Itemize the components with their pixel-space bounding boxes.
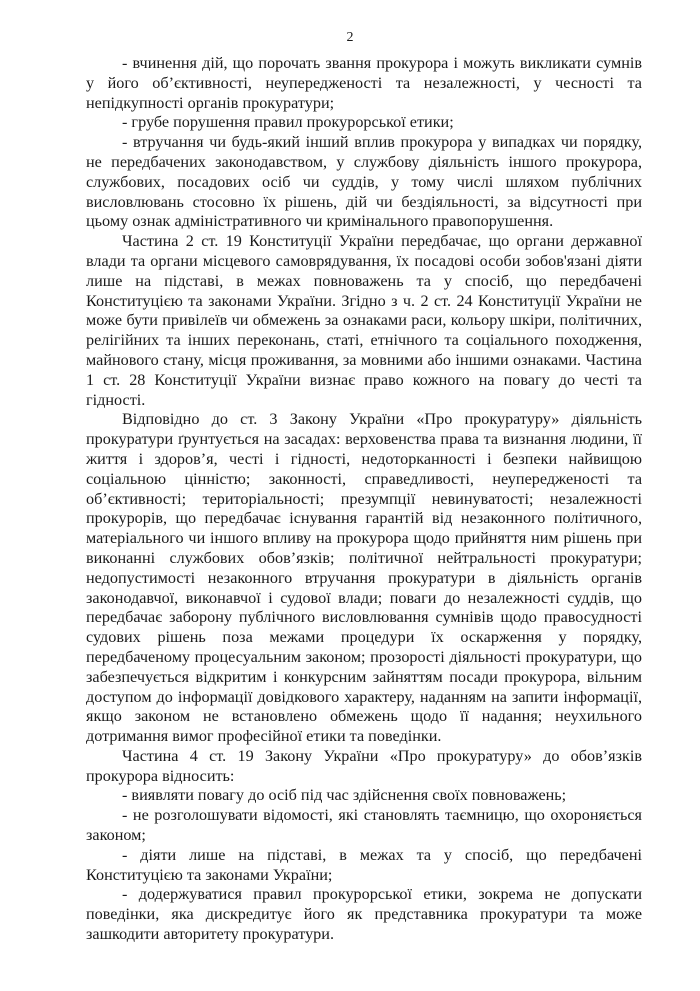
paragraph-constitution-article-19: Частина 2 ст. 19 Конституції України передбачає, що органи державної влади та органи місцевого самоврядування, їх посадові особи зобов'язані діяти лише на підставі, в межах повноважень та у спосіб, що передбачені Конституцією та законами України. Згідно з ч. 2 ст. 24 Конституції України не може бути привілеїв чи обмежень за ознаками раси, кольору шкіри, політичних, релігійних та інших переконань, статі, етнічного та соціального походження, майнового стану, місця проживання, за мовними або іншими ознаками. Частина 1 ст. 28 Конституції України визнає право кожного на повагу до честі та гідності. [86, 232, 642, 409]
paragraph-law-article-19-intro: Частина 4 ст. 19 Закону України «Про прокуратуру» до обов’язків прокурора відносить: [86, 746, 642, 785]
list-item-confidentiality: - не розголошувати відомості, які становлять таємницю, що охороняється законом; [86, 806, 642, 845]
paragraph-law-article-3: Відповідно до ст. 3 Закону України «Про прокуратуру» діяльність прокуратури ґрунтується на засадах: верховенства права та визнання людини, її життя і здоров’я, честі і гідності, недоторканності і безпеки найвищою соціальною цінністю; законності, справедливості, неупередженості та об’єктивності; територіальності; презумпції невинуватості; незалежності прокурорів, що передбачає існування гарантій від незаконного політичного, матеріального чи іншого впливу на прокурора щодо прийняття ним рішень при виконанні службових обов’язків; політичної нейтральності прокуратури; недопустимості незаконного втручання прокуратури в діяльність органів законодавчої, виконавчої і судової влади; поваги до незалежності суддів, що передбачає заборону публічного висловлювання сумнівів щодо правосудності судових рішень поза межами процедури їх оскарження у порядку, передбаченому процесуальним законом; прозорості діяльності прокуратури, що забезпечується відкритим і конкурсним зайняттям посади прокурора, вільним доступом до інформації довідкового характеру, наданням на запити інформації, якщо законом не встановлено обмежень щодо її надання; неухильного дотримання вимог професійної етики та поведінки. [86, 410, 642, 746]
list-item-discrediting-actions: - вчинення дій, що порочать звання прокурора і можуть викликати сумнів у його об’єктивності, неупередженості та незалежності, у чесності та непідкупності органів прокуратури; [86, 54, 642, 112]
list-item-ethics-compliance: - додержуватися правил прокурорської етики, зокрема не допускати поведінки, яка дискредитує його як представника прокуратури та може зашкодити авторитету прокуратури. [86, 885, 642, 944]
list-item-legality: - діяти лише на підставі, в межах та у спосіб, що передбачені Конституцією та законами України; [86, 845, 642, 884]
document-body [86, 54, 642, 945]
list-item-ethics-violation: - грубе порушення правил прокурорської етики; [122, 113, 454, 132]
page-number: 2 [346, 30, 354, 45]
list-item-interference: - втручання чи будь-який інший вплив прокурора у випадках чи порядку, не передбачених законодавством, у службову діяльність іншого прокурора, службових, посадових осіб чи суддів, у тому числі шляхом публічних висловлювань стосовно їх рішень, дій чи бездіяльності, за відсутності при цьому ознак адміністративного чи кримінального правопорушення. [86, 133, 642, 231]
list-item-respect: - виявляти повагу до осіб під час здійснення своїх повноважень; [122, 786, 567, 805]
